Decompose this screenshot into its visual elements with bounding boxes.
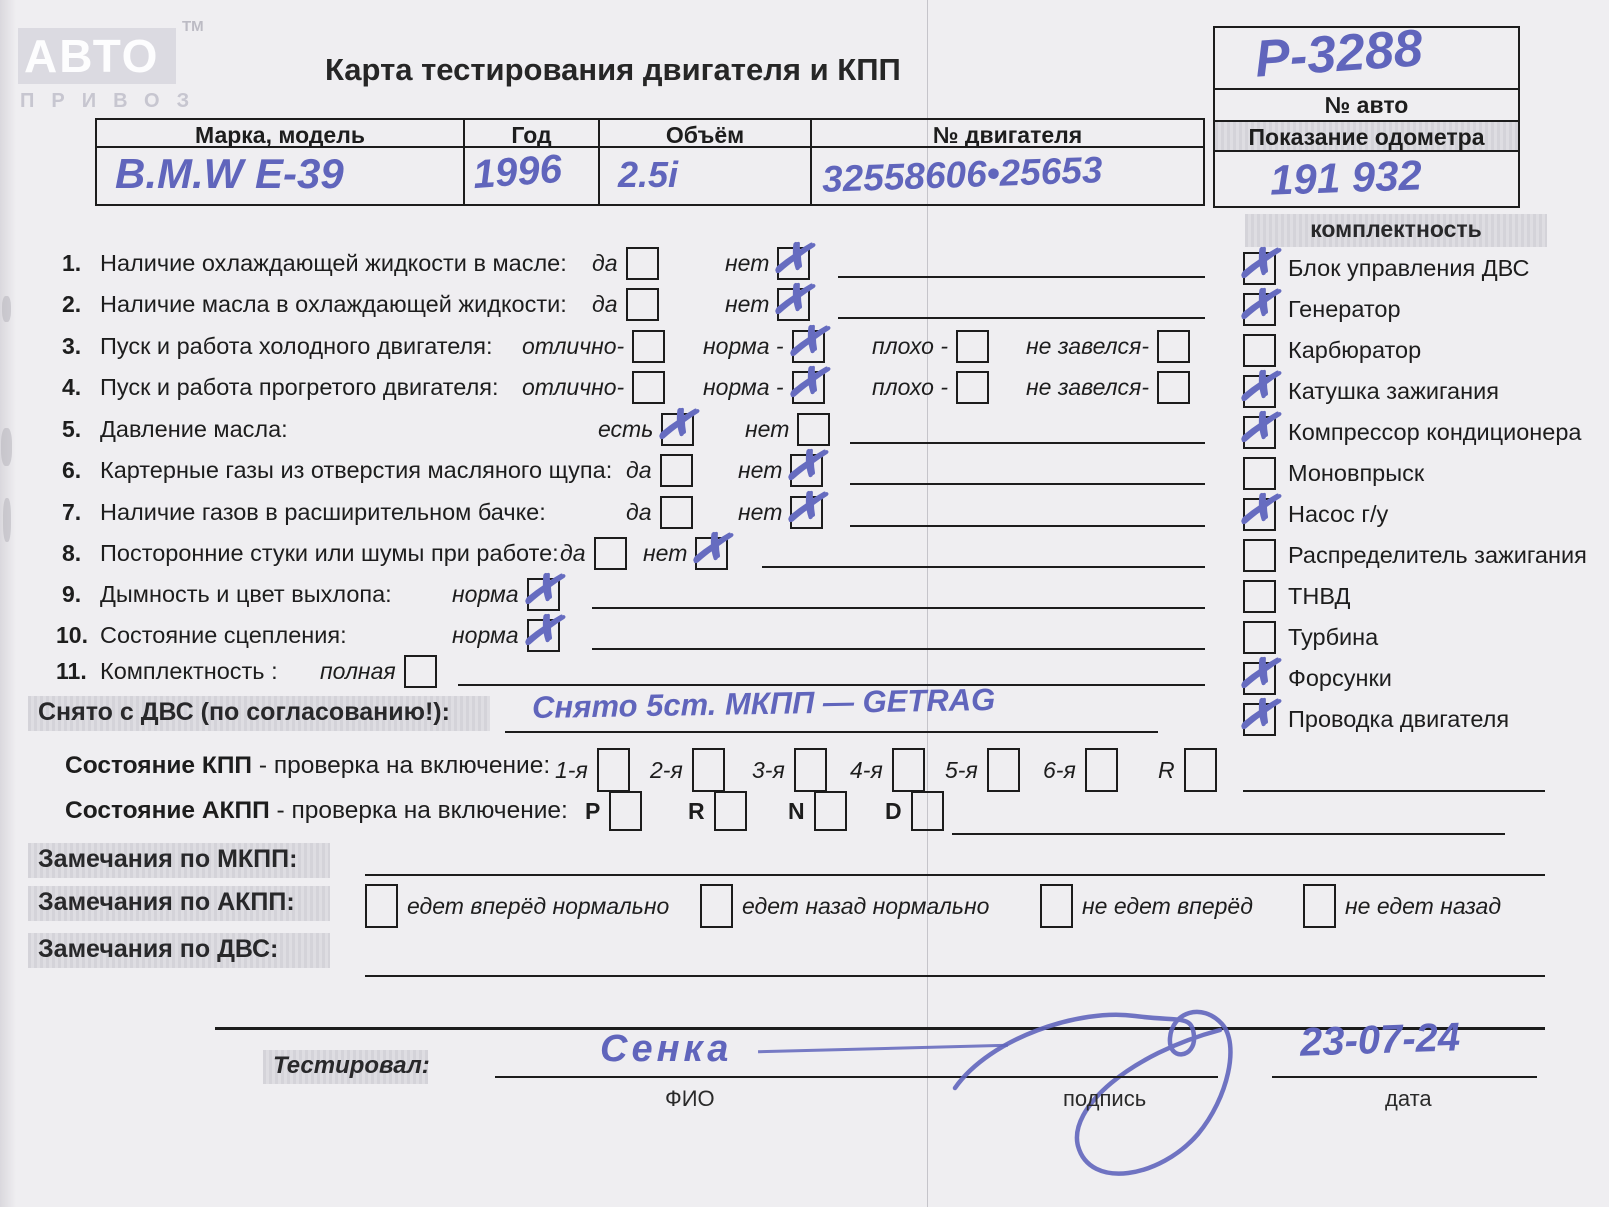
option-label: не едет назад	[1345, 892, 1502, 919]
question-number: 5.	[62, 416, 82, 442]
gear-label: R	[688, 797, 705, 824]
date-handwritten: 23-07-24	[1299, 1015, 1461, 1065]
checkbox	[1234, 275, 1281, 333]
checkbox	[1243, 580, 1276, 613]
date-line	[1272, 1076, 1537, 1078]
checklist-item	[1234, 275, 1401, 333]
checklist-item	[1234, 480, 1389, 538]
checkbox	[1157, 330, 1190, 363]
check-mark-icon: ✗	[1234, 357, 1281, 415]
checklist-item-label: Катушка зажигания	[1288, 378, 1499, 404]
checklist-item	[1243, 580, 1350, 613]
question-label: Комплектность :	[100, 658, 278, 684]
engine-number-handwritten: 32558606•25653	[821, 149, 1104, 200]
checkbox	[782, 353, 830, 411]
checkbox	[517, 560, 565, 618]
trademark-symbol: ТМ	[182, 18, 204, 35]
checkbox	[1243, 621, 1276, 654]
option-label: не завелся-	[1026, 333, 1150, 359]
checkbox	[365, 884, 398, 928]
gear-label: 3-я	[752, 756, 785, 783]
checklist-item	[1234, 685, 1510, 743]
brand-logo-subtitle: ПРИВОЗ	[20, 90, 207, 112]
checkbox	[686, 519, 733, 577]
question-number: 11.	[56, 658, 87, 684]
gear-label: 1-я	[555, 756, 588, 783]
odometer-cell	[1213, 152, 1520, 208]
scan-smudge	[1, 428, 12, 466]
answer-line	[850, 442, 1205, 444]
checkbox	[1234, 234, 1281, 292]
checklist-item-label: Распределитель зажигания	[1288, 542, 1587, 568]
remarks-mkpp-label: Замечания по МКПП:	[28, 843, 330, 878]
option-label: норма	[452, 622, 519, 648]
check-mark-icon: ✗	[686, 519, 733, 577]
checkbox	[797, 413, 830, 446]
check-mark-icon: ✗	[517, 560, 565, 618]
checkbox	[660, 454, 693, 487]
option-label: нет	[725, 250, 770, 276]
check-mark-icon: ✗	[782, 312, 830, 370]
removed-from-engine-label: Снято с ДВС (по согласованию!):	[28, 696, 490, 731]
cell-engine-number	[810, 148, 1205, 206]
gear-label: N	[788, 797, 805, 824]
checklist-item-label: Карбюратор	[1288, 337, 1422, 363]
check-mark-icon: ✗	[768, 270, 815, 328]
question-number: 2.	[62, 291, 82, 317]
col-header-engine-number: № двигателя	[810, 118, 1205, 148]
answer-line	[850, 483, 1205, 485]
option-label: отлично-	[522, 374, 625, 400]
checkbox	[626, 288, 659, 321]
check-mark-icon: ✗	[1234, 398, 1281, 456]
check-mark-icon: ✗	[782, 353, 830, 411]
question-number: 8.	[62, 540, 82, 566]
checklist-header: комплектность	[1245, 214, 1547, 247]
cell-volume	[598, 148, 810, 206]
checkbox	[794, 748, 827, 792]
check-mark-icon: ✗	[1234, 234, 1281, 292]
answer-line	[762, 566, 1205, 568]
question-number: 1.	[62, 250, 82, 276]
check-mark-icon: ✗	[517, 601, 565, 659]
checkbox	[987, 748, 1020, 792]
gear-label: 2-я	[650, 756, 683, 783]
checkbox	[768, 270, 815, 328]
option-label: есть	[598, 416, 654, 442]
question-number: 10.	[56, 622, 88, 648]
checklist-item	[1234, 234, 1530, 292]
gear-label: 5-я	[945, 756, 978, 783]
option-label: нет	[643, 540, 688, 566]
col-header-volume: Объём	[598, 118, 810, 148]
removed-from-engine-line	[505, 731, 1158, 733]
checklist-item-label: Блок управления ДВС	[1288, 255, 1530, 281]
remarks-akpp-label: Замечания по АКПП:	[28, 886, 330, 921]
checkbox	[1234, 398, 1281, 456]
option-label: норма	[452, 581, 519, 607]
question-number: 4.	[62, 374, 82, 400]
answer-line	[838, 276, 1205, 278]
checkbox	[1234, 685, 1281, 743]
checkbox	[1243, 334, 1276, 367]
question-label: Картерные газы из отверстия масляного щупа:	[100, 457, 613, 483]
check-mark-icon: ✗	[1234, 480, 1281, 538]
option-label: отлично-	[522, 333, 625, 359]
checklist-item-label: Насос г/у	[1288, 501, 1389, 527]
check-mark-icon: ✗	[652, 395, 699, 453]
option-label: да	[592, 291, 618, 317]
date-caption: дата	[1385, 1086, 1432, 1111]
kpp-answer-line	[1243, 790, 1545, 792]
question-label: Дымность и цвет выхлопа:	[100, 581, 392, 607]
akpp-label: Состояние АКПП - проверка на включение:	[65, 797, 568, 824]
checkbox	[1234, 357, 1281, 415]
form-title: Карта тестирования двигателя и КПП	[325, 52, 901, 87]
question-label: Наличие масла в охлаждающей жидкости:	[100, 291, 567, 317]
checkbox	[781, 478, 828, 536]
checklist-item-label: Моновпрыск	[1288, 460, 1425, 486]
checkbox	[1243, 457, 1276, 490]
checkbox	[632, 371, 665, 404]
checkbox	[814, 791, 847, 831]
checkbox	[956, 330, 989, 363]
option-label: норма -	[703, 333, 784, 359]
volume-handwritten: 2.5i	[618, 154, 679, 195]
checklist-item	[1243, 621, 1378, 654]
option-label: да	[560, 540, 586, 566]
gear-label: P	[585, 797, 601, 824]
checkbox	[517, 601, 565, 659]
option-label: нет	[738, 457, 783, 483]
checklist-item-label: Проводка двигателя	[1288, 706, 1510, 732]
option-label: едет назад нормально	[742, 892, 990, 919]
checkbox	[1243, 539, 1276, 572]
option-label: норма -	[703, 374, 784, 400]
answer-line	[592, 648, 1205, 650]
question-number: 9.	[62, 581, 82, 607]
question-number: 7.	[62, 499, 82, 525]
checklist-item	[1234, 644, 1392, 702]
cell-make-model	[95, 148, 463, 206]
option-label: да	[626, 457, 652, 483]
option-label: не завелся-	[1026, 374, 1150, 400]
checkbox	[768, 229, 815, 287]
option-label: да	[592, 250, 618, 276]
question-label: Состояние сцепления:	[100, 622, 347, 648]
checkbox	[626, 247, 659, 280]
checkbox	[660, 496, 693, 529]
checklist-item-label: Генератор	[1288, 296, 1401, 322]
scan-smudge	[3, 498, 11, 542]
car-number-cell	[1213, 19, 1520, 90]
checklist-item-label: Турбина	[1288, 624, 1379, 650]
checkbox	[1234, 480, 1281, 538]
question-label: Наличие охлаждающей жидкости в масле:	[100, 250, 567, 276]
checkbox	[652, 395, 699, 453]
signature-caption: подпись	[1063, 1086, 1147, 1111]
option-label: да	[626, 499, 652, 525]
year-handwritten: 1996	[471, 146, 564, 198]
check-mark-icon: ✗	[781, 436, 828, 494]
checkbox	[692, 748, 725, 792]
checkbox	[781, 436, 828, 494]
check-mark-icon: ✗	[1234, 685, 1281, 743]
make-model-handwritten: B.M.W E-39	[115, 150, 344, 197]
question-label: Наличие газов в расширительном бачке:	[100, 499, 546, 525]
answer-line	[838, 317, 1205, 319]
car-number-handwritten: Р-3288	[1253, 19, 1425, 89]
tester-name-handwritten: Сенка	[600, 1028, 733, 1070]
checklist-item	[1234, 398, 1582, 456]
col-header-make-model: Марка, модель	[95, 118, 463, 148]
check-mark-icon: ✗	[768, 229, 815, 287]
answer-line	[850, 525, 1205, 527]
option-label: полная	[320, 658, 396, 684]
checklist-item-label: ТНВД	[1288, 583, 1351, 609]
checklist-item	[1243, 539, 1587, 572]
checkbox	[594, 537, 627, 570]
gear-label: R	[1158, 756, 1175, 783]
cell-year	[463, 148, 598, 206]
signature-line	[1000, 1076, 1218, 1078]
option-label: едет вперёд нормально	[407, 892, 670, 919]
checklist-item	[1234, 357, 1499, 415]
checkbox	[597, 748, 630, 792]
vehicle-header-table	[95, 118, 1205, 206]
checkbox	[609, 791, 642, 831]
option-label: нет	[745, 416, 790, 442]
checklist-item	[1243, 334, 1421, 367]
checklist-item-label: Форсунки	[1288, 665, 1392, 691]
checkbox	[1303, 884, 1336, 928]
check-mark-icon: ✗	[781, 478, 828, 536]
checkbox	[956, 371, 989, 404]
question-number: 3.	[62, 333, 82, 359]
question-label: Пуск и работа прогретого двигателя:	[100, 374, 499, 400]
option-label: плохо -	[872, 374, 948, 400]
question-label: Посторонние стуки или шумы при работе:	[100, 540, 559, 566]
checkbox	[1157, 371, 1190, 404]
checkbox	[700, 884, 733, 928]
checklist-item-label: Компрессор кондиционера	[1288, 419, 1582, 445]
check-mark-icon: ✗	[1234, 644, 1281, 702]
checkbox	[632, 330, 665, 363]
remarks-dvs-label: Замечания по ДВС:	[28, 933, 330, 968]
question-label: Пуск и работа холодного двигателя:	[100, 333, 493, 359]
scan-smudge	[2, 296, 11, 322]
checkbox	[782, 312, 830, 370]
fio-caption: ФИО	[665, 1086, 715, 1111]
checkbox	[892, 748, 925, 792]
gear-label: 6-я	[1043, 756, 1076, 783]
option-label: плохо -	[872, 333, 948, 359]
kpp-label: Состояние КПП - проверка на включение:	[65, 752, 551, 779]
brand-logo: АВТО	[24, 30, 160, 82]
checkbox	[1184, 748, 1217, 792]
gear-label: D	[885, 797, 902, 824]
question-label: Давление масла:	[100, 416, 288, 442]
checkbox	[911, 791, 944, 831]
col-header-year: Год	[463, 118, 598, 148]
akpp-answer-line	[952, 833, 1505, 835]
checkbox	[1040, 884, 1073, 928]
check-mark-icon: ✗	[1234, 275, 1281, 333]
checkbox	[1085, 748, 1118, 792]
signature	[930, 978, 1290, 1168]
gear-label: 4-я	[850, 756, 883, 783]
tested-by-label: Тестировал:	[263, 1050, 428, 1084]
option-label: нет	[738, 499, 783, 525]
option-label: не едет вперёд	[1082, 892, 1253, 919]
scan-edge-shadow	[0, 0, 16, 1207]
question-number: 6.	[62, 457, 82, 483]
checklist-item	[1243, 457, 1424, 490]
removed-from-engine-handwritten: Снято 5ст. МКПП — GETRAG	[531, 681, 996, 726]
option-label: нет	[725, 291, 770, 317]
checkbox	[404, 655, 437, 688]
answer-line	[592, 607, 1205, 609]
car-number-label: № авто	[1213, 90, 1520, 122]
checkbox	[1234, 644, 1281, 702]
odometer-header: Показание одометра	[1213, 122, 1520, 152]
remarks-mkpp-line	[365, 874, 1545, 876]
car-number-box	[1213, 19, 1520, 208]
checkbox	[714, 791, 747, 831]
odometer-handwritten: 191 932	[1269, 151, 1423, 204]
remarks-dvs-line	[365, 975, 1545, 977]
